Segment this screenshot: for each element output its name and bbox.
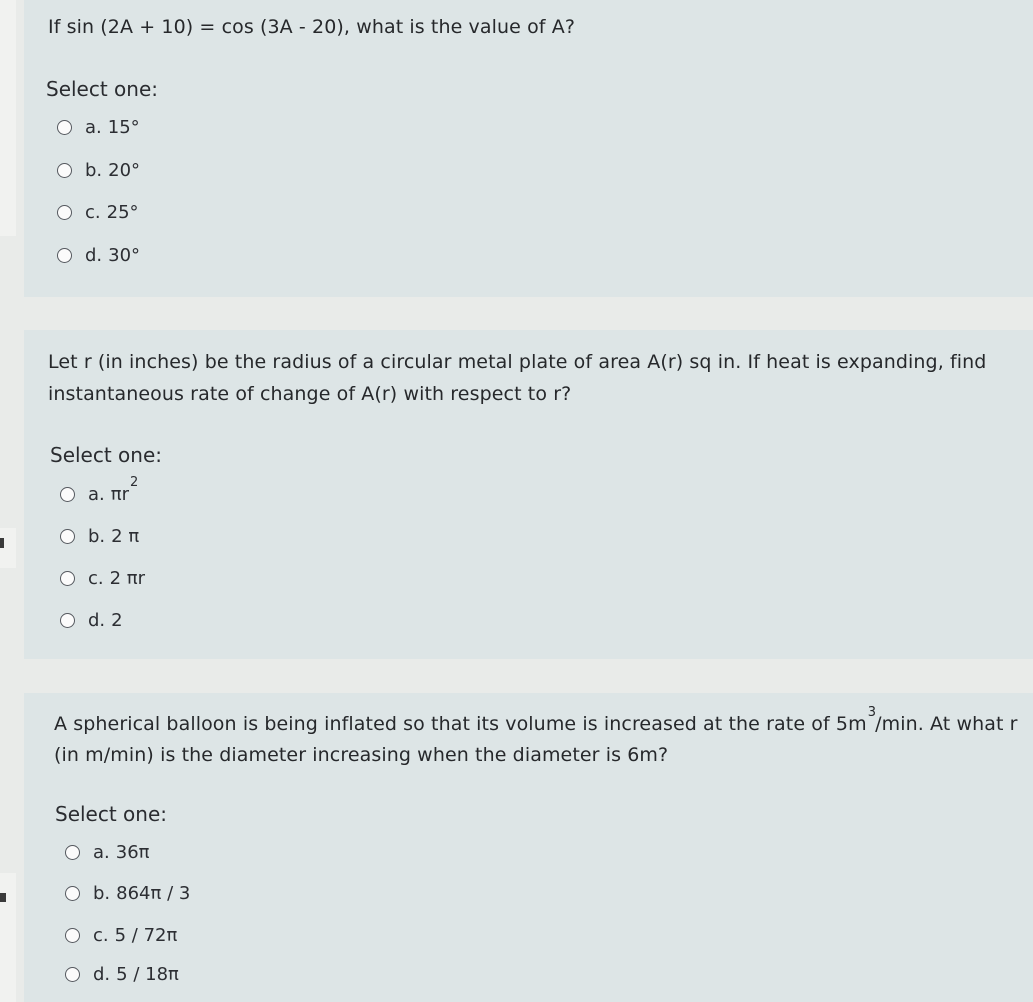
question-text: If sin (2A + 10) = cos (3A - 20), what is the value of A? xyxy=(48,16,576,38)
radio-button[interactable] xyxy=(65,928,80,943)
option-a[interactable] xyxy=(65,839,150,865)
option-value: 864π / 3 xyxy=(116,882,191,904)
question-card-2 xyxy=(24,330,1033,659)
option-letter: a. xyxy=(85,116,102,138)
option-letter: a. xyxy=(88,483,105,505)
radio-button[interactable] xyxy=(60,571,75,586)
option-a[interactable] xyxy=(60,474,139,507)
question-text-line-1: Let r (in inches) be the radius of a circular metal plate of area A(r) sq in. If heat is expanding, find xyxy=(48,351,987,373)
option-letter: d. xyxy=(93,963,111,985)
left-edge-panel xyxy=(0,0,16,236)
option-b[interactable] xyxy=(60,523,139,549)
option-value: 5 / 18π xyxy=(116,963,179,985)
radio-button[interactable] xyxy=(60,613,75,628)
left-edge-mark xyxy=(0,538,4,548)
option-letter: a. xyxy=(93,841,110,863)
option-letter: b. xyxy=(93,882,111,904)
left-edge-panel xyxy=(0,528,16,568)
option-value: 20° xyxy=(108,159,141,181)
radio-button[interactable] xyxy=(65,967,80,982)
radio-button[interactable] xyxy=(57,205,72,220)
radio-button[interactable] xyxy=(60,487,75,502)
option-value: 2 π xyxy=(111,525,140,547)
option-a[interactable] xyxy=(57,114,140,140)
option-value: 2 πr xyxy=(109,567,146,589)
option-d[interactable] xyxy=(57,242,140,268)
option-c[interactable] xyxy=(60,565,145,591)
option-b[interactable] xyxy=(57,157,140,183)
option-value: $\pi r^2$ xyxy=(110,474,139,505)
option-letter: c. xyxy=(85,201,101,223)
superscript: 2 xyxy=(130,474,139,490)
radio-button[interactable] xyxy=(57,120,72,135)
question-text-line-1: A spherical balloon is being inflated so that its volume is increased at the rate of $5m^3/\min$. At what r xyxy=(54,705,1018,735)
option-letter: d. xyxy=(85,244,103,266)
radio-button[interactable] xyxy=(57,163,72,178)
option-letter: c. xyxy=(88,567,104,589)
question-card-1 xyxy=(24,0,1033,297)
select-one-label: Select one: xyxy=(50,443,163,467)
option-letter: b. xyxy=(88,525,106,547)
option-letter: b. xyxy=(85,159,103,181)
radio-button[interactable] xyxy=(57,248,72,263)
radio-button[interactable] xyxy=(65,845,80,860)
option-value: 30° xyxy=(108,244,141,266)
left-edge-mark xyxy=(0,893,6,902)
option-c[interactable] xyxy=(57,199,139,225)
option-b[interactable] xyxy=(65,880,190,906)
superscript: 3 xyxy=(867,705,877,720)
option-value: 15° xyxy=(107,116,140,138)
select-one-label: Select one: xyxy=(55,802,168,826)
option-value: 2 xyxy=(111,609,123,631)
option-value: 25° xyxy=(106,201,139,223)
select-one-label: Select one: xyxy=(46,77,159,101)
question-text-line-2: (in m/min) is the diameter increasing when the diameter is 6m? xyxy=(54,744,669,766)
radio-button[interactable] xyxy=(65,886,80,901)
question-card-3 xyxy=(24,693,1033,1002)
option-value: 36π xyxy=(115,841,150,863)
radio-button[interactable] xyxy=(60,529,75,544)
option-value: 5 / 72π xyxy=(114,924,178,946)
option-letter: c. xyxy=(93,924,109,946)
question-text-line-2: instantaneous rate of change of A(r) with respect to r? xyxy=(48,383,572,405)
option-c[interactable] xyxy=(65,922,177,948)
option-letter: d. xyxy=(88,609,106,631)
option-d[interactable] xyxy=(65,961,179,987)
option-d[interactable] xyxy=(60,607,123,633)
